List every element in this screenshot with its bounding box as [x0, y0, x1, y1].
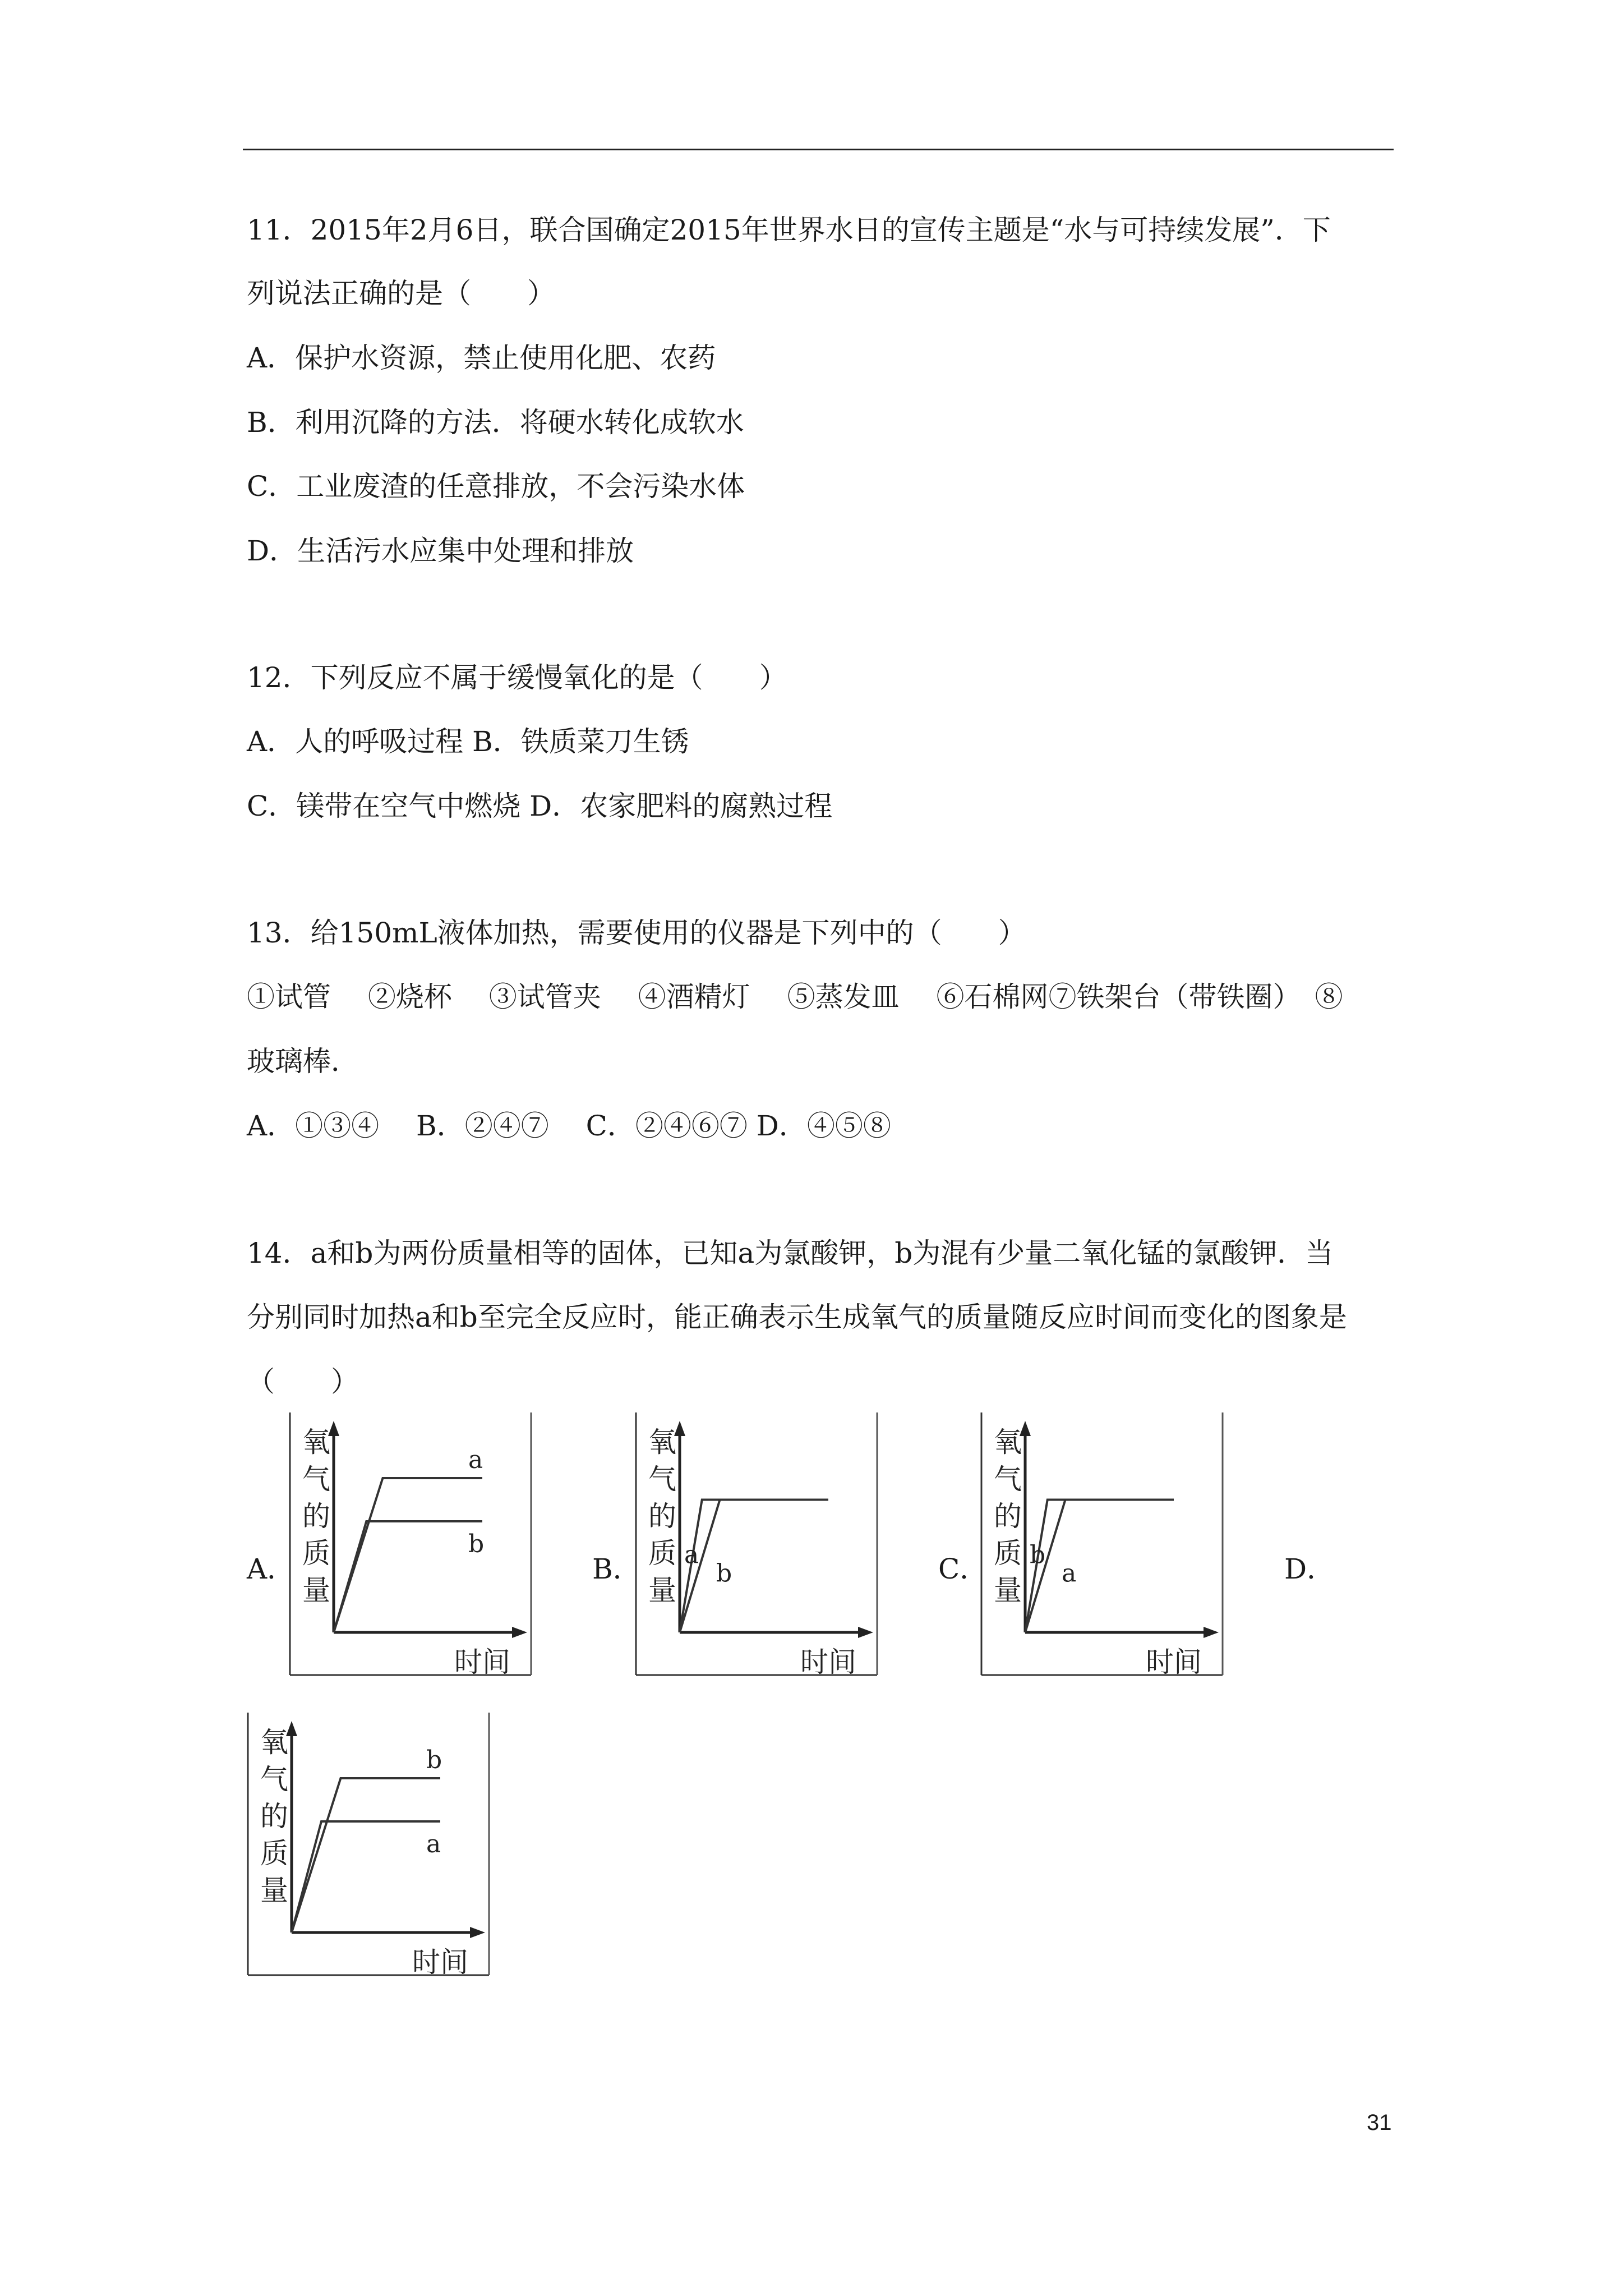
y-axis-label-char: 气 — [302, 1463, 330, 1496]
graph-b — [635, 1412, 882, 1676]
x-axis-label: 时间 — [454, 1646, 510, 1676]
series-label-b: b — [716, 1559, 732, 1588]
q14-label-b: B． — [592, 1553, 641, 1585]
y-axis-label-char: 氧 — [648, 1426, 676, 1458]
y-axis-label-char: 气 — [994, 1463, 1022, 1496]
series-line-a — [292, 1821, 440, 1932]
y-axis-label-char: 的 — [260, 1800, 288, 1833]
series-line-b — [1025, 1500, 1174, 1633]
q14-label-a: A． — [247, 1553, 296, 1585]
y-axis-label-char: 氧 — [302, 1426, 330, 1458]
series-line-b — [292, 1778, 440, 1932]
x-axis-label: 时间 — [412, 1946, 468, 1976]
y-axis-label-char: 质 — [648, 1537, 676, 1570]
y-axis-label-char: 气 — [648, 1463, 676, 1496]
q14-stem-line2: 分别同时加热a和b至完全反应时，能正确表示生成氧气的质量随反应时间而变化的图象是 — [247, 1301, 1347, 1333]
x-axis-arrow-icon — [470, 1927, 485, 1938]
q14-stem-line3: （ ） — [247, 1365, 359, 1398]
series-label-b: b — [468, 1530, 485, 1558]
y-axis-label-char: 氧 — [260, 1726, 288, 1759]
q13-options: A．①③④ B．②④⑦ C．②④⑥⑦ D．④⑤⑧ — [247, 1110, 891, 1142]
x-axis-arrow-icon — [858, 1627, 873, 1638]
y-axis-label-char: 量 — [994, 1574, 1022, 1607]
q11-option-a: A．保护水资源，禁止使用化肥、农药 — [247, 342, 716, 374]
x-axis-label: 时间 — [800, 1646, 856, 1676]
graph-d — [247, 1713, 494, 1976]
series-line-a — [680, 1500, 828, 1633]
graph-svg — [980, 1412, 1227, 1676]
graph-svg — [635, 1412, 882, 1676]
series-line-b — [680, 1500, 828, 1633]
y-axis-label-char: 量 — [260, 1874, 288, 1907]
series-label-a: a — [684, 1540, 699, 1570]
graph-c — [980, 1412, 1227, 1676]
series-label-a: a — [468, 1446, 483, 1474]
x-axis-label: 时间 — [1146, 1646, 1202, 1676]
y-axis-label-char: 的 — [302, 1500, 330, 1533]
y-axis-label-char: 量 — [302, 1574, 330, 1607]
series-label-b: b — [1030, 1540, 1046, 1570]
q14-label-d: D． — [1284, 1553, 1335, 1585]
q12-stem: 12．下列反应不属于缓慢氧化的是（ ） — [247, 661, 787, 694]
series-label-a: a — [426, 1830, 441, 1858]
q13-stem: 13．给150mL液体加热，需要使用的仪器是下列中的（ ） — [247, 917, 1026, 949]
q14-stem-line1: 14．a和b为两份质量相等的固体，已知a为氯酸钾，b为混有少量二氧化锰的氯酸钾．当 — [247, 1237, 1334, 1269]
y-axis-label-char: 的 — [648, 1500, 676, 1533]
page-number: 31 — [1367, 2110, 1392, 2135]
q13-items-line2: 玻璃棒． — [247, 1045, 359, 1078]
y-axis-label-char: 氧 — [994, 1426, 1022, 1458]
q11-stem-line2: 列说法正确的是（ ） — [247, 277, 555, 310]
header-rule — [243, 149, 1394, 150]
q11-option-c: C．工业废渣的任意排放，不会污染水体 — [247, 470, 745, 503]
y-axis-label-char: 质 — [302, 1537, 330, 1570]
graph-svg — [289, 1412, 536, 1676]
y-axis-label-char: 量 — [648, 1574, 676, 1607]
q13-items-line1: ①试管 ②烧杯 ③试管夹 ④酒精灯 ⑤蒸发皿 ⑥石棉网⑦铁架台（带铁圈） ⑧ — [247, 981, 1343, 1013]
series-label-b: b — [426, 1746, 442, 1774]
x-axis-arrow-icon — [1204, 1627, 1219, 1638]
q12-options-cd: C．镁带在空气中燃烧 D．农家肥料的腐熟过程 — [247, 790, 833, 822]
y-axis-label-char: 质 — [260, 1837, 288, 1870]
x-axis-arrow-icon — [512, 1627, 527, 1638]
series-label-a: a — [1062, 1559, 1077, 1588]
graph-a — [289, 1412, 536, 1676]
q12-options-ab: A．人的呼吸过程 B．铁质菜刀生锈 — [247, 725, 689, 758]
series-line-b — [334, 1521, 485, 1632]
y-axis-label-char: 质 — [994, 1537, 1022, 1570]
q11-stem-line1: 11．2015年2月6日，联合国确定2015年世界水日的宣传主题是“水与可持续发展”．下 — [247, 214, 1331, 246]
y-axis-label-char: 的 — [994, 1500, 1022, 1533]
graph-svg — [247, 1713, 494, 1976]
q11-option-d: D．生活污水应集中处理和排放 — [247, 535, 634, 567]
q14-label-c: C． — [938, 1553, 988, 1585]
series-line-a — [1025, 1500, 1174, 1633]
y-axis-label-char: 气 — [260, 1763, 288, 1796]
q11-option-b: B．利用沉降的方法．将硬水转化成软水 — [247, 406, 744, 439]
